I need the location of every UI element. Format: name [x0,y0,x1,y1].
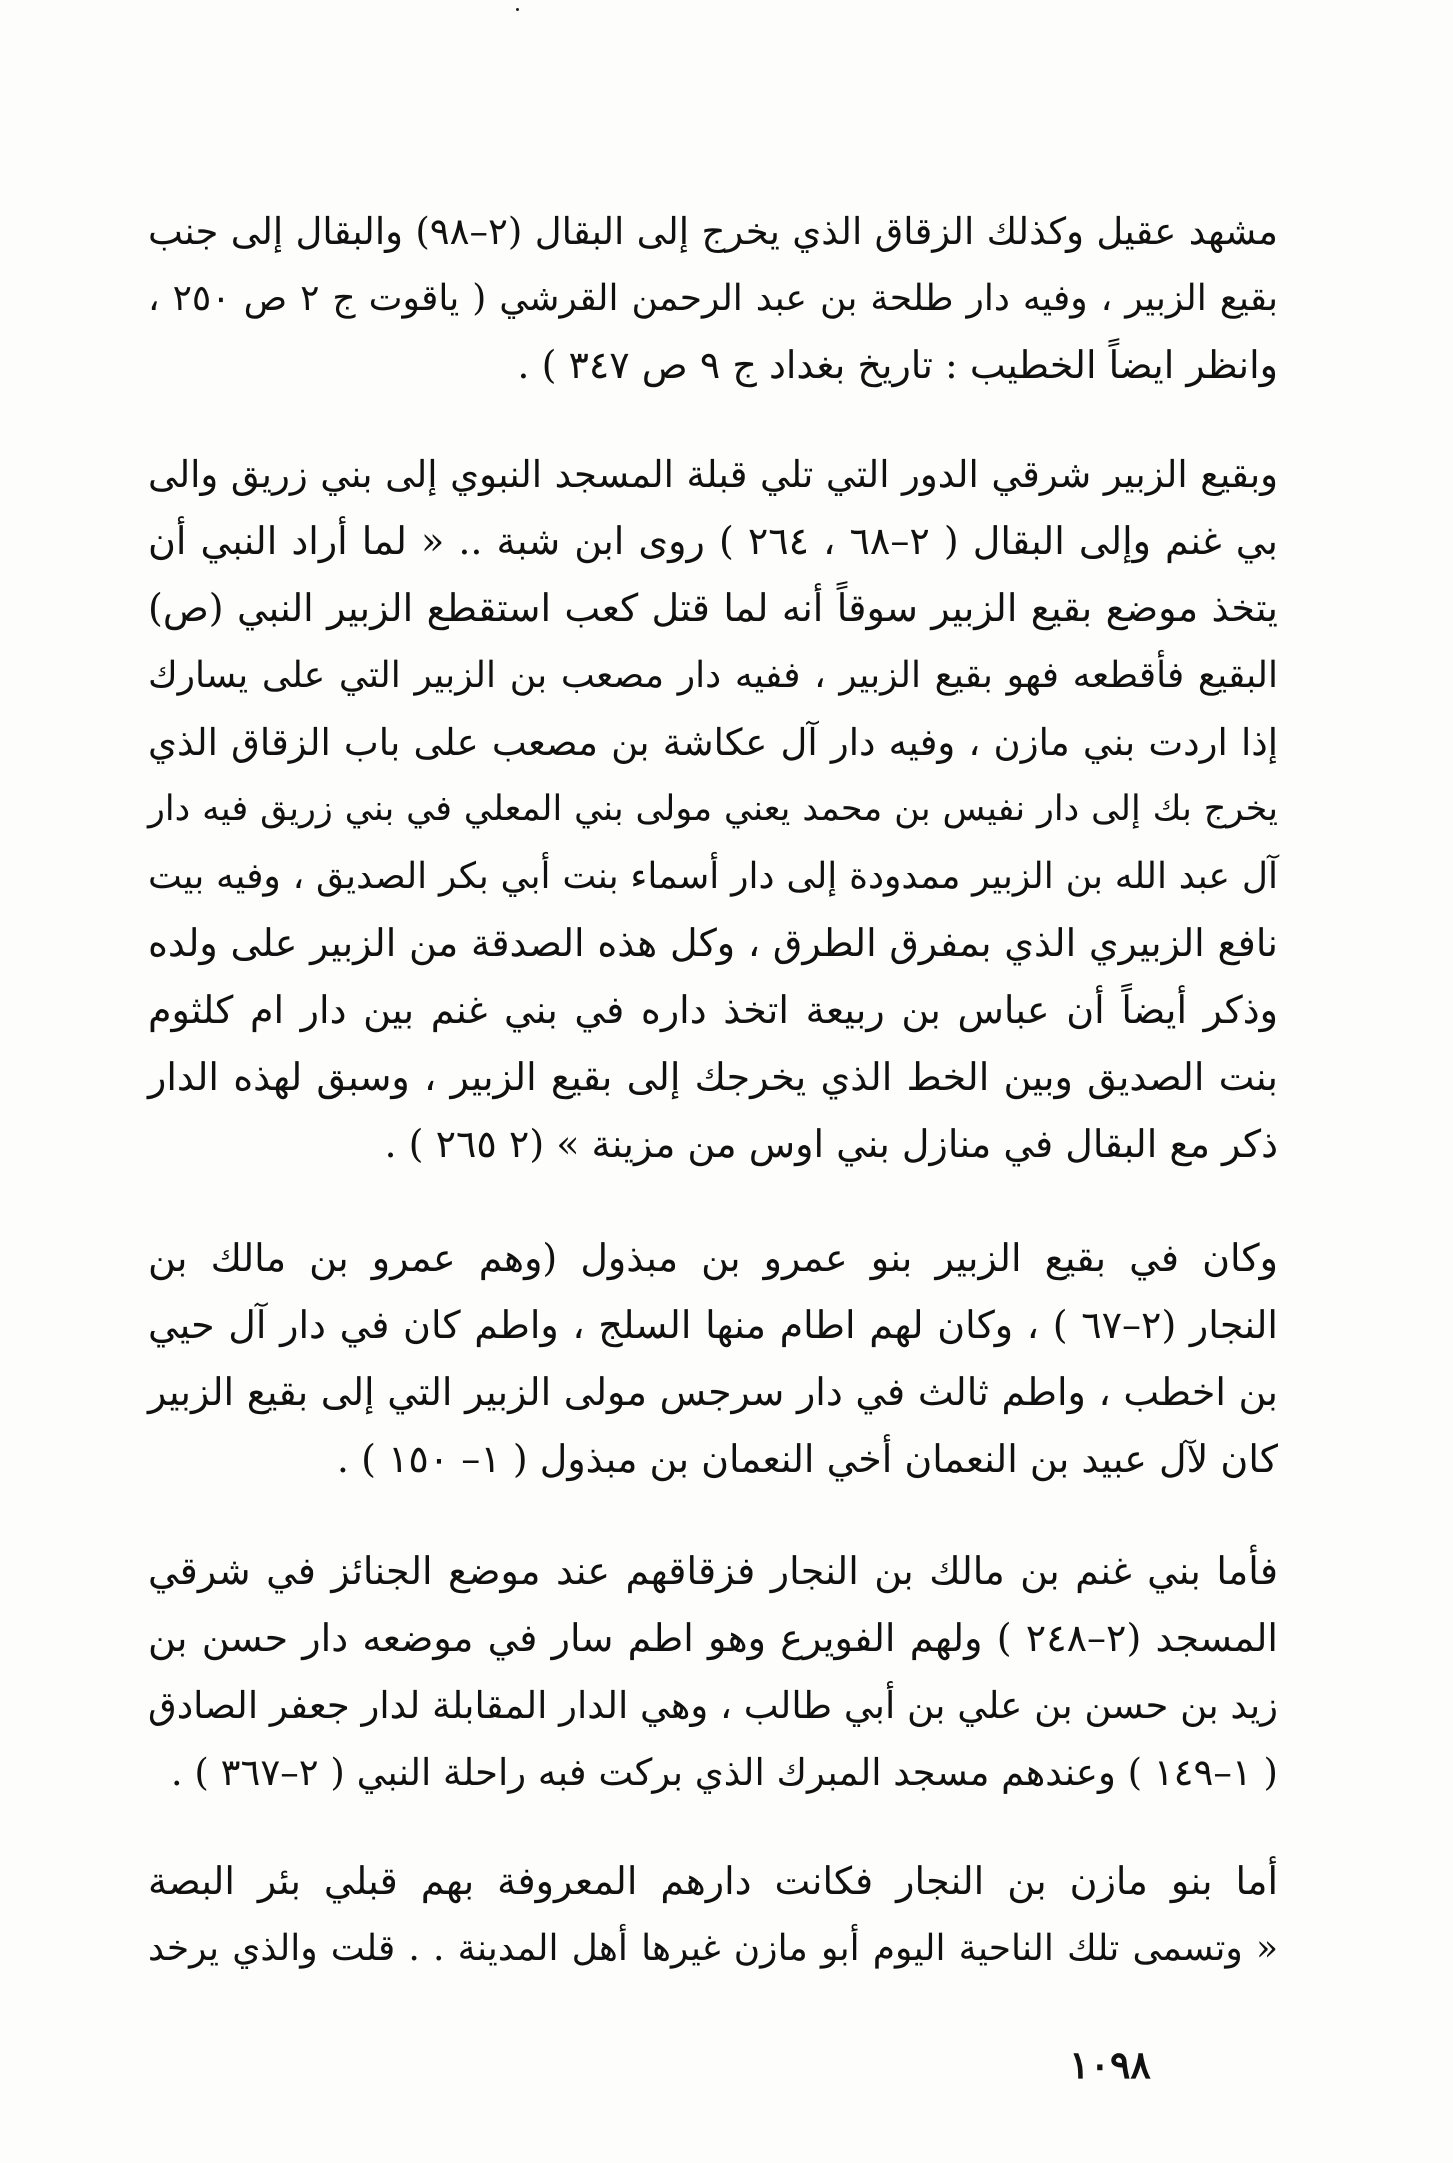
text-line: وبقيع الزبير شرقي الدور التي تلي قبلة المسجد النبوي إلى بني زريق والى [148,453,1278,496]
text-line: البقيع فأقطعه فهو بقيع الزبير ، ففيه دار مصعب بن الزبير التي على يسارك [148,655,1278,696]
paragraph-5 [148,1848,1278,1982]
text-line: زيد بن حسن بن علي بن أبي طالب ، وهي الدار المقابلة لدار جعفر الصادق [148,1684,1278,1727]
text-line: يتخذ موضع بقيع الزبير سوقاً أنه لما قتل كعب استقطع الزبير النبي (ص) [148,586,1278,630]
text-line: بقيع الزبير ، وفيه دار طلحة بن عبد الرحمن القرشي ( ياقوت ج ٢ ص ٢٥٠ ، [148,278,1278,319]
paragraph-3 [148,1225,1278,1493]
text-line: كان لآل عبيد بن النعمان أخي النعمان بن مبذول ( ١– ١٥٠ ) . [336,1437,1278,1481]
text-line: بن اخطب ، واطم ثالث في دار سرجس مولى الزبير التي إلى بقيع الزبير [148,1370,1278,1414]
text-line: آل عبد الله بن الزبير ممدودة إلى دار أسماء بنت أبي بكر الصديق ، وفيه بيت [148,856,1278,897]
text-line: ( ١–١٤٩ ) وعندهم مسجد المبرك الذي بركت فبه راحلة النبي ( ٢–٣٦٧ ) . [170,1751,1278,1794]
text-line: نافع الزبيري الذي بمفرق الطرق ، وكل هذه الصدقة من الزبير على ولده [148,921,1278,965]
text-line: وذكر أيضاً أن عباس بن ربيعة اتخذ داره في بني غنم بين دار ام كلثوم [148,988,1278,1032]
page-number: ١٠٩٨ [1069,2042,1151,2087]
text-line: فأما بني غنم بن مالك بن النجار فزقاقهم عند موضع الجنائز في شرقي [148,1549,1278,1593]
text-line: وكان في بقيع الزبير بنو عمرو بن مبذول (وهم عمرو بن مالك بن [148,1236,1278,1280]
paragraph-4 [148,1538,1278,1806]
text-line: وانظر ايضاً الخطيب : تاريخ بغداد ج ٩ ص ٣٤٧ ) . [517,343,1278,387]
text-line: ذكر مع البقال في منازل بني اوس من مزينة » (٢ ٢٦٥ ) . [384,1122,1278,1166]
text-line: أما بنو مازن بن النجار فكانت دارهم المعروفة بهم قبلي بئر البصة [148,1859,1278,1903]
text-line: المسجد (٢–٢٤٨ ) ولهم الفويرع وهو اطم سار في موضعه دار حسن بن [148,1616,1278,1660]
paragraph-1 [148,198,1278,399]
text-line: بي غنم وإلى البقال ( ٢–٦٨ ، ٢٦٤ ) روى ابن شبة .. « لما أراد النبي أن [148,519,1278,563]
text-line: يخرج بك إلى دار نفيس بن محمد يعني مولى بني المعلي في بني زريق فيه دار [148,789,1278,829]
paragraph-2 [148,441,1278,1178]
text-line: إذا اردت بني مازن ، وفيه دار آل عكاشة بن مصعب على باب الزقاق الذي [148,721,1278,764]
text-line: بنت الصديق وبين الخط الذي يخرجك إلى بقيع الزبير ، وسبق لهذه الدار [148,1055,1278,1099]
text-line: النجار (٢–٦٧ ) ، وكان لهم اطام منها السلج ، واطم كان في دار آل حيي [148,1303,1278,1347]
text-line: مشهد عقيل وكذلك الزقاق الذي يخرج إلى البقال (٢–٩٨) والبقال إلى جنب [148,210,1278,253]
text-line: « وتسمى تلك الناحية اليوم أبو مازن غيرها أهل المدينة . . قلت والذي يرخد [148,1928,1278,1969]
scan-speck [516,8,519,11]
